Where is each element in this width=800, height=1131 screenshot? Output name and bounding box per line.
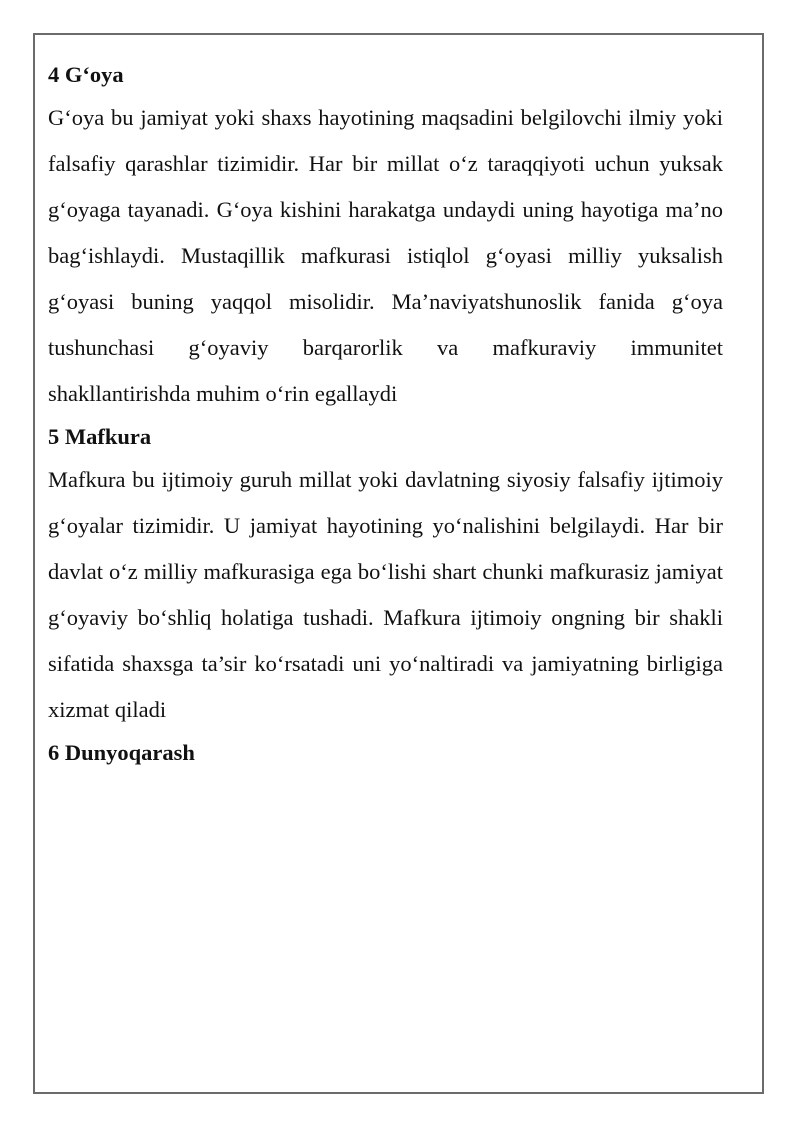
document-content [48,55,723,773]
section-body-goya: G‘oya bu jamiyat yoki shaxs hayotining maqsadini belgilovchi ilmiy yoki falsafiy qarashlar tizimidir. Har bir millat o‘z taraqqiyoti uchun yuksak g‘oyaga tayanadi. G‘oya kishini harakatga undaydi uning hayotiga ma’no bag‘ishlaydi. Mustaqillik mafkurasi istiqlol g‘oyasi milliy yuksalish g‘oyasi buning yaqqol misolidir. Ma’naviyatshunoslik fanida g‘oya tushunchasi g‘oyaviy barqarorlik va mafkuraviy immunitet shakllantirishda muhim o‘rin egallaydi [48,105,723,406]
section-body-mafkura: Mafkura bu ijtimoiy guruh millat yoki davlatning siyosiy falsafiy ijtimoiy g‘oyalar tizimidir. U jamiyat hayotining yo‘nalishini belgilaydi. Har bir davlat o‘z milliy mafkurasiga ega bo‘lishi shart chunki mafkurasiz jamiyat g‘oyaviy bo‘shliq holatiga tushadi. Mafkura ijtimoiy ongning bir shakli sifatida shaxsga ta’sir ko‘rsatadi uni yo‘naltiradi va jamiyatning birligiga xizmat qiladi [48,467,723,722]
section-heading-mafkura: 5 Mafkura [48,424,152,449]
section-heading-dunyoqarash: 6 Dunyoqarash [48,740,195,765]
section-heading-goya: 4 G‘oya [48,62,124,87]
